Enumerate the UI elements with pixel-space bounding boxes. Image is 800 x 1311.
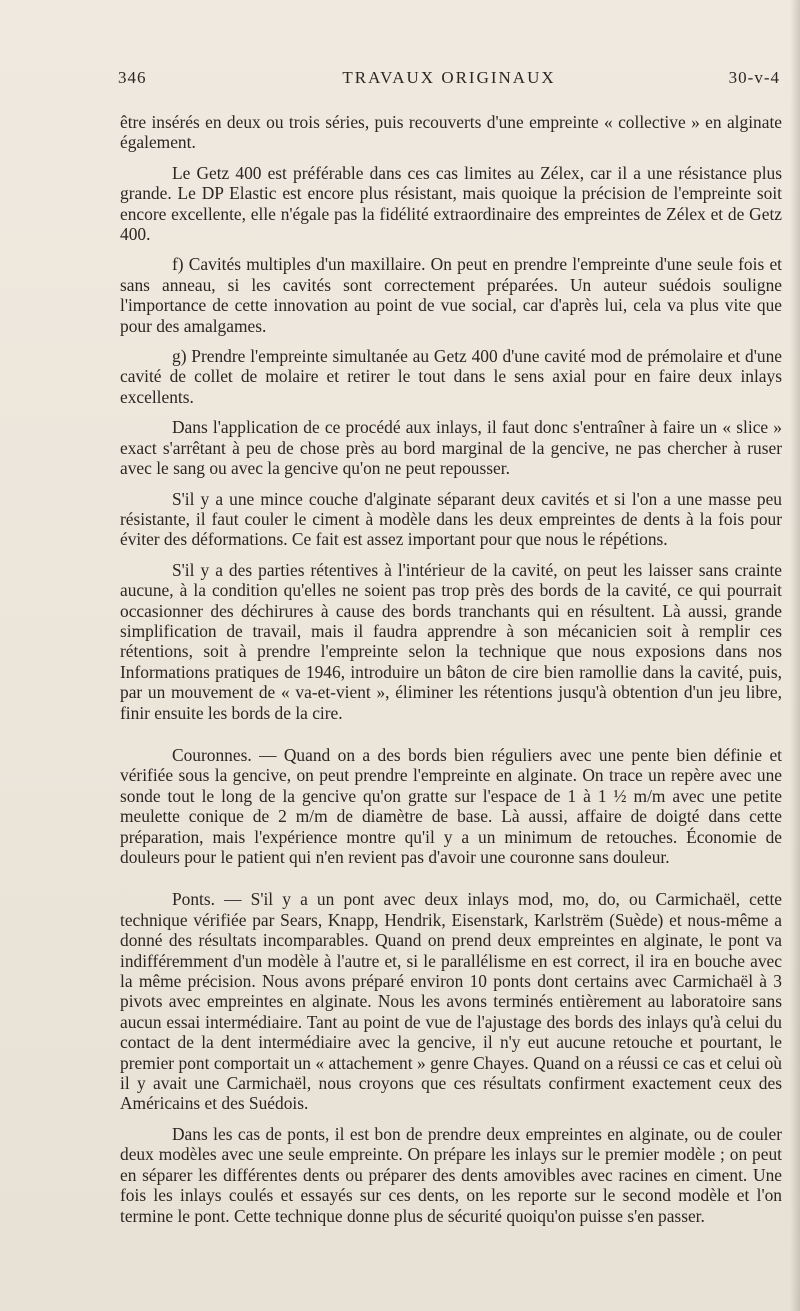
paragraph: Dans les cas de ponts, il est bon de prendre deux empreintes en alginate, ou de couler deux modèles avec une seule empreinte. On prépare les inlays sur le premier modèle ; on peut en séparer les différentes dents ou préparer des dents amovibles avec racines en ciment. Une fois les inlays coulés et essayés sur ces dents, on les reporte sur le second modèle et l'on termine le pont. Cette technique donne plus de sécurité quoiqu'on puisse s'en passer. [120,1123,782,1226]
paragraph: Ponts. — S'il y a un pont avec deux inlays mod, mo, do, ou Carmichaël, cette technique vérifiée par Sears, Knapp, Hendrik, Eisenstark, Karlstrëm (Suède) et nous-même a donné des résultats incomparables. Quand on prend deux empreintes en alginate, le pont va indifféremment d'un modèle à l'autre et, si le parallélisme en est correct, il ira en bouche avec la même précision. Nous avons préparé environ 10 ponts dont certains avec Carmichaël à 3 pivots avec empreintes en alginate. Nous les avons terminés entièrement au laboratoire sans aucun essai intermédiaire. Tant au point de vue de l'ajustage des bords des inlays qu'à celui du contact de la dent intermédiaire avec la gencive, il n'y eut aucune retouche et pourtant, le premier pont comportait un « attachement » genre Chayes. Quand on a réussi ce cas et celui où il y avait une Carmichaël, nous croyons que ces résultats confirment exactement ceux des Américains et des Suédois. [120,889,782,1114]
paragraph: S'il y a une mince couche d'alginate séparant deux cavités et si l'on a une masse peu résistante, il faut couler le ciment à modèle dans les deux empreintes de dents à la fois pour éviter des déformations. Ce fait est assez important pour que nous le répétions. [120,488,782,550]
page-body [120,112,782,1236]
paragraph: Dans l'application de ce procédé aux inlays, il faut donc s'entraîner à faire un « slice » exact s'arrêtant à peu de chose près au bord marginal de la gencive, ne pas chercher à ruser avec le sang ou avec la gencive qu'on ne peut repousser. [120,417,782,479]
paragraph: être insérés en deux ou trois séries, puis recouverts d'une empreinte « collective » en alginate également. [120,112,782,153]
paragraph: g) Prendre l'empreinte simultanée au Getz 400 d'une cavité mod de prémolaire et d'une cavité de collet de molaire et retirer le tout dans le sens axial pour en faire deux inlays excellents. [120,346,782,407]
running-title: TRAVAUX ORIGINAUX [342,68,556,87]
page-number: 346 [118,68,147,87]
paragraph: S'il y a des parties rétentives à l'intérieur de la cavité, on peut les laisser sans crainte aucune, à la condition qu'elles ne soient pas trop près des bords de la cavité, ce qui pourrait occasionner des déchirures à cause des bords tranchants qui en résultent. Là aussi, grande simplification de travail, mais il faudra apprendre à son mécanicien soit à remplir ces rétentions, soit à prendre l'empreinte selon la technique que nous exposions dans nos Informations pratiques de 1946, introduire un bâton de cire bien ramollie dans la cavité, puis, par un mouvement de « va-et-vient », éliminer les rétentions jusqu'à obtention d'un jeu libre, finir ensuite les bords de la cire. [120,559,782,723]
paragraph: Couronnes. — Quand on a des bords bien réguliers avec une pente bien définie et vérifiée sous la gencive, on peut prendre l'empreinte en alginate. On trace un repère avec une sonde tout le long de la gencive qu'on gratte sur l'espace de 1 à 1 ½ m/m avec une petite meulette conique de 2 m/m de diamètre de base. Là aussi, affaire de doigté dans cette préparation, mais l'expérience montre qu'il y a un minimum de retouches. Économie de douleurs pour le patient qui n'en revient pas d'avoir une couronne sans douleur. [120,744,782,867]
binding-shadow [790,0,800,1311]
header-date: 30-v-4 [728,68,780,87]
paragraph: Le Getz 400 est préférable dans ces cas limites au Zélex, car il a une résistance plus grande. Le DP Elastic est encore plus résistant, mais quoique la précision de l'empreinte soit encore excellente, elle n'égale pas la fidélité extraordinaire des empreintes de Zélex et de Getz 400. [120,162,782,245]
running-header [118,68,780,90]
paragraph: f) Cavités multiples d'un maxillaire. On peut en prendre l'empreinte d'une seule fois et sans anneau, si les cavités sont correctement préparées. Un auteur suédois souligne l'importance de cette innovation au point de vue social, car d'après lui, cela va plus vite que pour des amalgames. [120,254,782,336]
